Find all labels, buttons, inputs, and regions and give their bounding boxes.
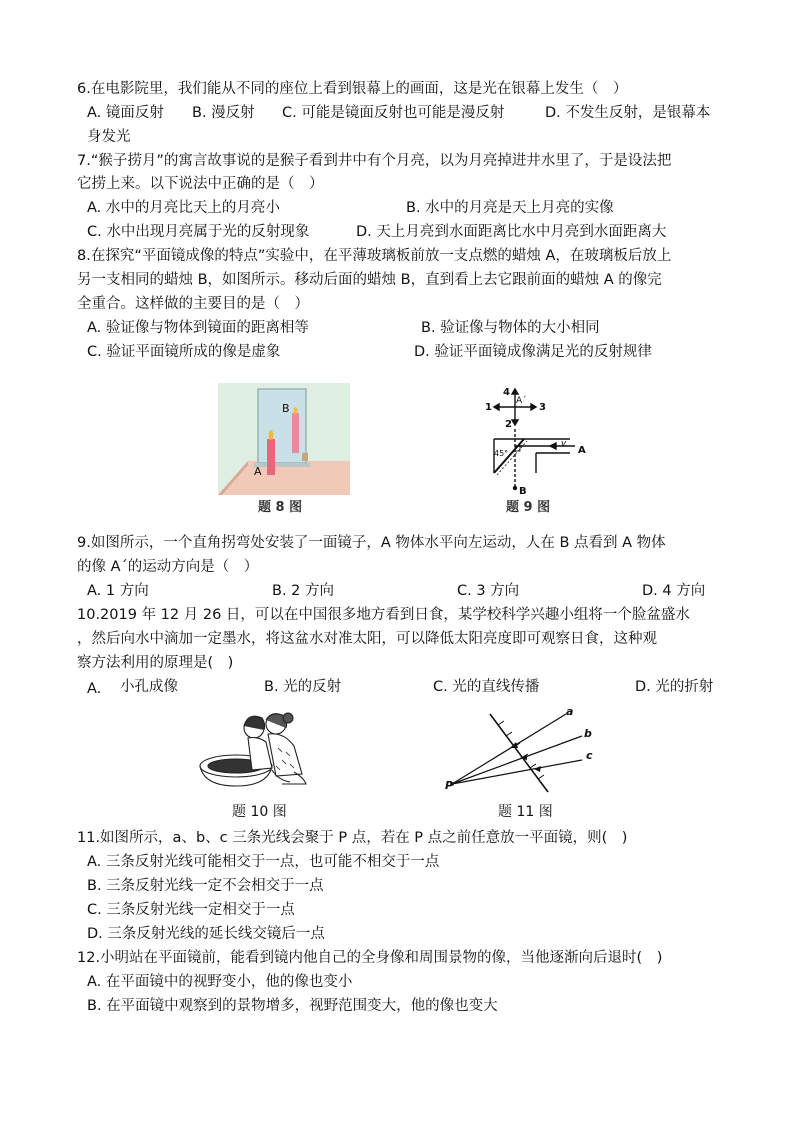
q9-option-d: D. 4 方向 [642, 583, 706, 599]
figure-8-caption: 题 8 图 [258, 500, 303, 515]
q10-stem-line1: 10.2019 年 12 月 26 日，可以在中国很多地方看到日食，某学校科学兴趣小组将一个脸盆盛水 [77, 607, 690, 623]
figure-9-label-b: B [519, 486, 527, 497]
figure-9-dir-2: 2 [505, 419, 512, 430]
q8-option-b: B. 验证像与物体的大小相同 [421, 320, 600, 336]
q7-stem-line2: 它捞上来。以下说法中正确的是（ ） [77, 176, 324, 192]
q11-option-d: D. 三条反射光线的延长线交镜后一点 [87, 926, 325, 942]
q7-option-b: B. 水中的月亮是天上月亮的实像 [406, 200, 614, 216]
figure-9-caption: 题 9 图 [506, 500, 551, 515]
q10-option-a: 小孔成像 [120, 679, 178, 695]
q9-stem-line1: 9.如图所示，一个直角拐弯处安装了一面镜子，A 物体水平向左运动，人在 B 点看到 A 物体 [77, 535, 666, 551]
figure-11-label-c: c [586, 749, 593, 762]
figure-10-caption: 题 10 图 [232, 804, 287, 820]
q8-stem-line3: 全重合。这样做的主要目的是（ ） [77, 296, 309, 312]
q7-option-c: C. 水中出现月亮属于光的反射现象 [87, 224, 310, 240]
q9-option-c: C. 3 方向 [457, 583, 520, 599]
q6-option-d: D. 不发生反射，是银幕本 [545, 105, 711, 121]
q9-option-b: B. 2 方向 [272, 583, 335, 599]
q10-stem-line3: 察方法利用的原理是( ) [77, 655, 234, 671]
figure-9-corner-mirror [480, 383, 590, 498]
q11-option-a: A. 三条反射光线可能相交于一点，也可能不相交于一点 [87, 854, 440, 870]
q11-stem: 11.如图所示，a、b、c 三条光线会聚于 P 点，若在 P 点之前任意放一平面镜，则( ) [77, 830, 628, 846]
figure-8-label-b: B [282, 402, 290, 415]
q10-option-b: B. 光的反射 [264, 679, 342, 695]
q8-stem-line1: 8.在探究“平面镜成像的特点”实验中，在平薄玻璃板前放一支点燃的蜡烛 A，在玻璃板后放上 [77, 248, 672, 264]
figure-9-dir-1: 1 [485, 402, 492, 413]
q8-option-c: C. 验证平面镜所成的像是虚象 [87, 344, 281, 360]
figure-9-label-a: A [578, 445, 586, 456]
q8-stem-line2: 另一支相同的蜡烛 B，如图所示。移动后面的蜡烛 B，直到看上去它跟前面的蜡烛 A 的像完 [77, 272, 662, 288]
figure-9-label-a-prime: A´ [516, 396, 527, 406]
q10-option-c: C. 光的直线传播 [433, 679, 540, 695]
q12-option-b: B. 在平面镜中观察到的景物增多，视野范围变大，他的像也变大 [87, 998, 498, 1014]
q11-option-b: B. 三条反射光线一定不会相交于一点 [87, 878, 324, 894]
q7-option-d: D. 天上月亮到水面距离比水中月亮到水面距离大 [356, 224, 667, 240]
figure-8-label-a: A [254, 465, 262, 478]
figure-11-caption: 题 11 图 [498, 804, 553, 820]
q9-stem-line2: 的像 A´的运动方向是（ ） [77, 559, 259, 575]
q6-option-b: B. 漫反射 [192, 105, 255, 121]
q6-option-c: C. 可能是镜面反射也可能是漫反射 [282, 105, 505, 121]
figure-9-label-v: v [561, 439, 567, 449]
q12-option-a: A. 在平面镜中的视野变小，他的像也变小 [87, 974, 353, 990]
figure-10-basin-illustration [198, 708, 310, 788]
figure-9-dir-4: 4 [503, 387, 510, 398]
q7-stem-line1: 7.“猴子捞月”的寓言故事说的是猴子看到井中有个月亮，以为月亮掉进井水里了，于是设法把 [77, 153, 672, 169]
q10-stem-line2: ，然后向水中滴加一定墨水，将这盆水对准太阳，可以降低太阳亮度即可观察日食，这种观 [77, 631, 657, 647]
figure-11-label-a: a [566, 705, 574, 718]
q6-option-a: A. 镜面反射 [87, 105, 164, 121]
q8-option-d: D. 验证平面镜成像满足光的反射规律 [414, 344, 652, 360]
q10-option-a-letter: A. [87, 681, 102, 697]
q11-option-c: C. 三条反射光线一定相交于一点 [87, 902, 295, 918]
q6-stem: 6.在电影院里，我们能从不同的座位上看到银幕上的画面，这是光在银幕上发生（ ） [77, 81, 628, 97]
q10-option-d: D. 光的折射 [635, 679, 714, 695]
figure-9-angle: 45° [494, 449, 509, 458]
q12-stem: 12.小明站在平面镜前，能看到镜内他自己的全身像和周围景物的像，当他逐渐向后退时( ) [77, 950, 663, 966]
figure-11-label-p: P [445, 779, 454, 792]
q6-option-d-continued: 身发光 [87, 129, 131, 145]
q9-option-a: A. 1 方向 [87, 583, 149, 599]
figure-9-dir-3: 3 [539, 402, 546, 413]
q8-option-a: A. 验证像与物体到镜面的距离相等 [87, 320, 309, 336]
q7-option-a: A. 水中的月亮比天上的月亮小 [87, 200, 280, 216]
figure-11-label-b: b [584, 727, 592, 740]
